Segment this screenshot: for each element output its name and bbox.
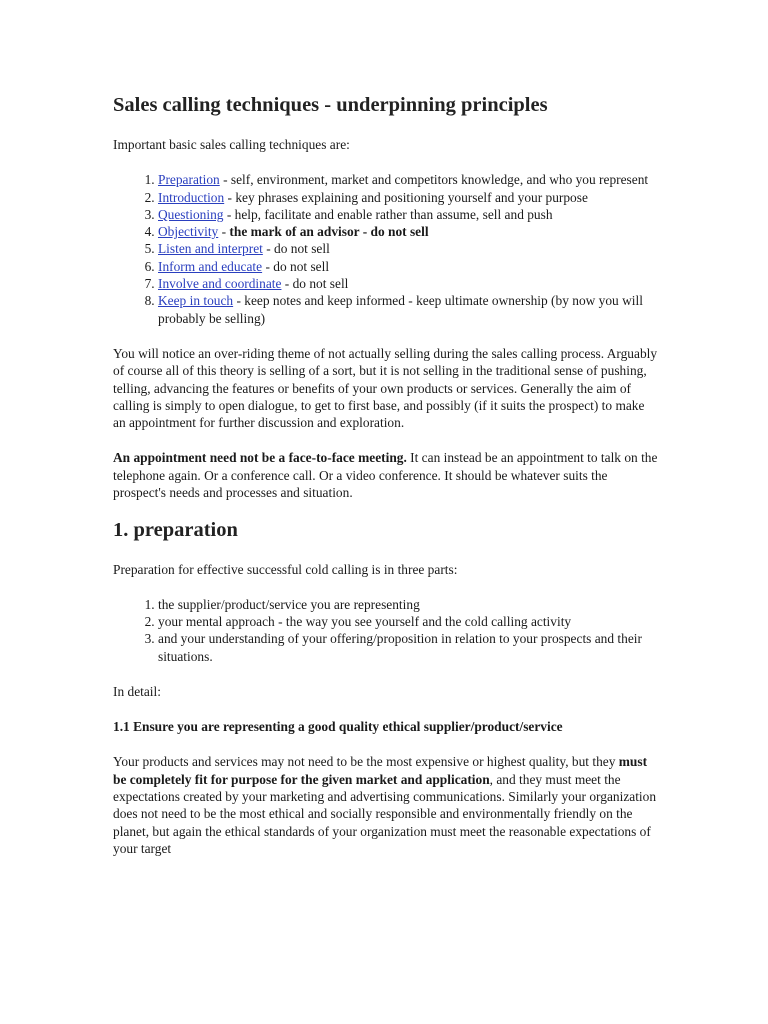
- list-item: 1. Preparation - self, environment, market and competitors knowledge, and who you represent: [158, 171, 658, 188]
- preparation-intro: Preparation for effective successful cold calling is in three parts:: [113, 562, 458, 578]
- intro-text: Important basic sales calling techniques are:: [113, 137, 350, 152]
- list-item: 6. Inform and educate - do not sell: [158, 258, 658, 275]
- link-inform-and-educate[interactable]: Inform and educate: [158, 258, 263, 274]
- objectivity-bold-text: the mark of an advisor - do not sell: [229, 224, 429, 240]
- link-questioning[interactable]: Questioning: [158, 206, 224, 222]
- page-title: Sales calling techniques - underpinning principles: [113, 94, 548, 116]
- preparation-parts-list: [113, 596, 658, 665]
- techniques-list: [113, 171, 658, 327]
- link-involve-and-coordinate[interactable]: Involve and coordinate: [158, 276, 282, 292]
- paragraph-appointment: An appointment need not be a face-to-face meeting. It can instead be an appointment to talk on the telephone again. Or a conference call. Or a video conference. It should be whatever suits the prospect's needs and processes and situation.: [113, 450, 658, 501]
- subheading-1-1: 1.1 Ensure you are representing a good quality ethical supplier/product/service: [113, 719, 563, 735]
- list-item: 7. Involve and coordinate - do not sell: [158, 275, 658, 292]
- link-preparation[interactable]: Preparation: [158, 172, 220, 188]
- list-item: 2. your mental approach - the way you see yourself and the cold calling activity: [158, 613, 658, 630]
- document-page: [113, 90, 658, 857]
- link-listen-and-interpret[interactable]: Listen and interpret: [158, 241, 263, 257]
- link-keep-in-touch[interactable]: Keep in touch: [158, 293, 234, 309]
- list-item: 1. the supplier/product/service you are representing: [158, 596, 658, 613]
- list-item: 3. and your understanding of your offering/proposition in relation to your prospects and their situations.: [158, 630, 658, 665]
- link-objectivity[interactable]: Objectivity: [158, 224, 219, 240]
- fit-for-purpose-bold-text: must be completely fit for purpose for the given market and application: [113, 754, 648, 787]
- list-item: 8. Keep in touch - keep notes and keep informed - keep ultimate ownership (by now you will probably be selling): [158, 292, 658, 327]
- paragraph-selling-theme: You will notice an over-riding theme of not actually selling during the sales calling process. Arguably of course all of this theory is selling of a sort, but it is not selling in the traditional sense of pushing, telling, advancing the features or benefits of your own products or services. Generally the aim of calling is simply to open dialogue, to get to first base, and possibly (if it suits the prospect) to make an appointment for further discussion and exploration.: [113, 345, 658, 431]
- list-item: 3. Questioning - help, facilitate and enable rather than assume, sell and push: [158, 206, 658, 223]
- list-item: 2. Introduction - key phrases explaining and positioning yourself and your purpose: [158, 189, 658, 206]
- list-item: 5. Listen and interpret - do not sell: [158, 240, 658, 257]
- list-item: 4. Objectivity - the mark of an advisor - do not sell: [158, 223, 658, 240]
- in-detail-text: In detail:: [113, 683, 161, 699]
- section-heading-preparation: 1. preparation: [113, 519, 238, 542]
- link-introduction[interactable]: Introduction: [158, 189, 225, 205]
- appointment-bold-text: An appointment need not be a face-to-face meeting.: [113, 450, 407, 466]
- paragraph-products-services: Your products and services may not need to be the most expensive or highest quality, but they must be completely fit for purpose for the given market and application, and they must meet the expectations created by your marketing and advertising communications. Similarly your organization does not need to be the most ethical and socially responsible and environmentally friendly on the planet, but again the ethical standards of your organization must meet the reasonable expectations of your target: [113, 754, 657, 856]
